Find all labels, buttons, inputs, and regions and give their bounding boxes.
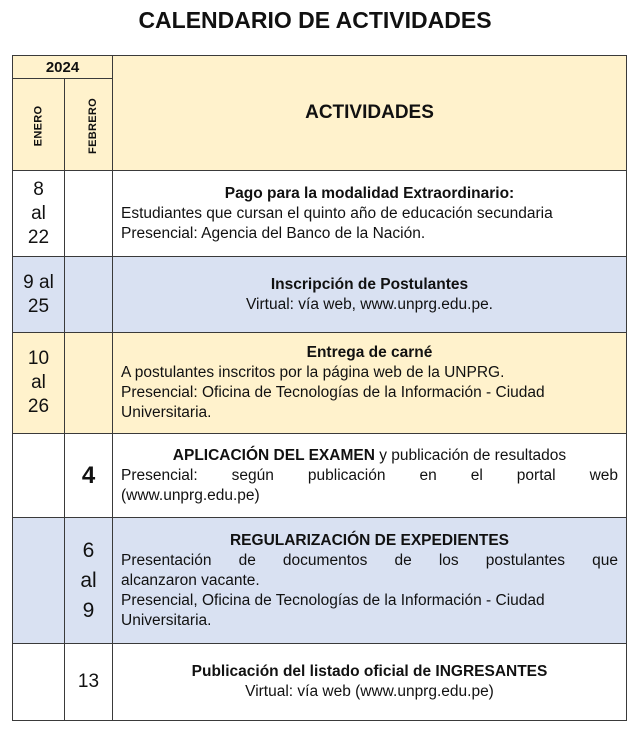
- activity-cell: [113, 518, 627, 644]
- table-row: [13, 171, 627, 257]
- month-label-febrero: FEBRERO: [86, 97, 99, 154]
- activity-line: Presencial, Oficina de Tecnologías de la Información - Ciudad: [121, 591, 545, 609]
- date-part: 6: [82, 538, 95, 562]
- activity-title: Publicación del listado oficial de INGRESANTES: [191, 663, 548, 680]
- date-part: al: [80, 568, 97, 592]
- activity-cell: [113, 434, 627, 518]
- date-part: 25: [27, 295, 50, 317]
- activity-title: APLICACIÓN DEL EXAMEN: [172, 446, 375, 464]
- activity-cell: [113, 333, 627, 434]
- table-row: [13, 434, 627, 518]
- activity-line: Estudiantes que cursan el quinto año de educación secundaria: [121, 204, 553, 222]
- febrero-date: [65, 434, 113, 518]
- activities-calendar-table: [12, 55, 627, 721]
- date-part: 22: [27, 226, 50, 248]
- table-row: [13, 257, 627, 333]
- febrero-date: [65, 171, 113, 257]
- activity-line: Virtual: vía web (www.unprg.edu.pe): [245, 683, 494, 700]
- date-part: al: [31, 372, 46, 393]
- febrero-date: [65, 333, 113, 434]
- activity-line: Virtual: vía web, www.unprg.edu.pe.: [246, 295, 493, 313]
- enero-date: [13, 333, 65, 434]
- date-part: 9 al: [23, 271, 54, 293]
- activity-line: (www.unprg.edu.pe): [121, 486, 260, 504]
- date-part: 26: [27, 396, 50, 417]
- table-row: [13, 644, 627, 721]
- activities-header: ACTIVIDADES: [113, 56, 627, 171]
- activity-title: Pago para la modalidad Extraordinario:: [224, 184, 515, 202]
- date-part: al: [31, 202, 46, 224]
- month-header-febrero: [65, 79, 113, 171]
- date-part: 10: [27, 348, 50, 369]
- enero-date: [13, 644, 65, 721]
- febrero-date: [65, 257, 113, 333]
- enero-date: [13, 434, 65, 518]
- activity-cell: [113, 171, 627, 257]
- activity-line: Presentación de documentos de los postulantes que: [121, 551, 618, 569]
- activity-cell: [113, 644, 627, 721]
- activity-line: Universitaria.: [121, 611, 212, 629]
- header-row-year: [13, 56, 627, 79]
- activity-title: Entrega de carné: [306, 344, 433, 361]
- activity-line: A postulantes inscritos por la página web de la UNPRG.: [121, 364, 505, 381]
- enero-date: [13, 257, 65, 333]
- activity-line: Universitaria.: [121, 404, 212, 421]
- febrero-date: [65, 518, 113, 644]
- page-title: CALENDARIO DE ACTIVIDADES: [138, 7, 492, 33]
- febrero-date: [65, 644, 113, 721]
- activity-line: Presencial: Agencia del Banco de la Nación.: [121, 224, 426, 242]
- activity-line: Presencial: según publicación en el portal web: [121, 466, 618, 484]
- date-part: 8: [33, 178, 44, 200]
- table-row: [13, 518, 627, 644]
- activity-line: Presencial: Oficina de Tecnologías de la Información - Ciudad: [121, 384, 545, 401]
- activity-cell: [113, 257, 627, 333]
- enero-date: [13, 518, 65, 644]
- enero-date: [13, 171, 65, 257]
- activity-title: REGULARIZACIÓN DE EXPEDIENTES: [229, 531, 510, 549]
- activity-title: Inscripción de Postulantes: [270, 275, 469, 293]
- year-header: 2024: [13, 56, 113, 79]
- date-part: 13: [77, 671, 100, 692]
- date-part: 4: [81, 461, 96, 489]
- activity-line: alcanzaron vacante.: [121, 571, 260, 589]
- date-part: 9: [82, 598, 95, 622]
- month-label-enero: ENERO: [32, 105, 45, 146]
- month-header-enero: [13, 79, 65, 171]
- activity-title-rest: y publicación de resultados: [374, 446, 567, 464]
- table-row: [13, 333, 627, 434]
